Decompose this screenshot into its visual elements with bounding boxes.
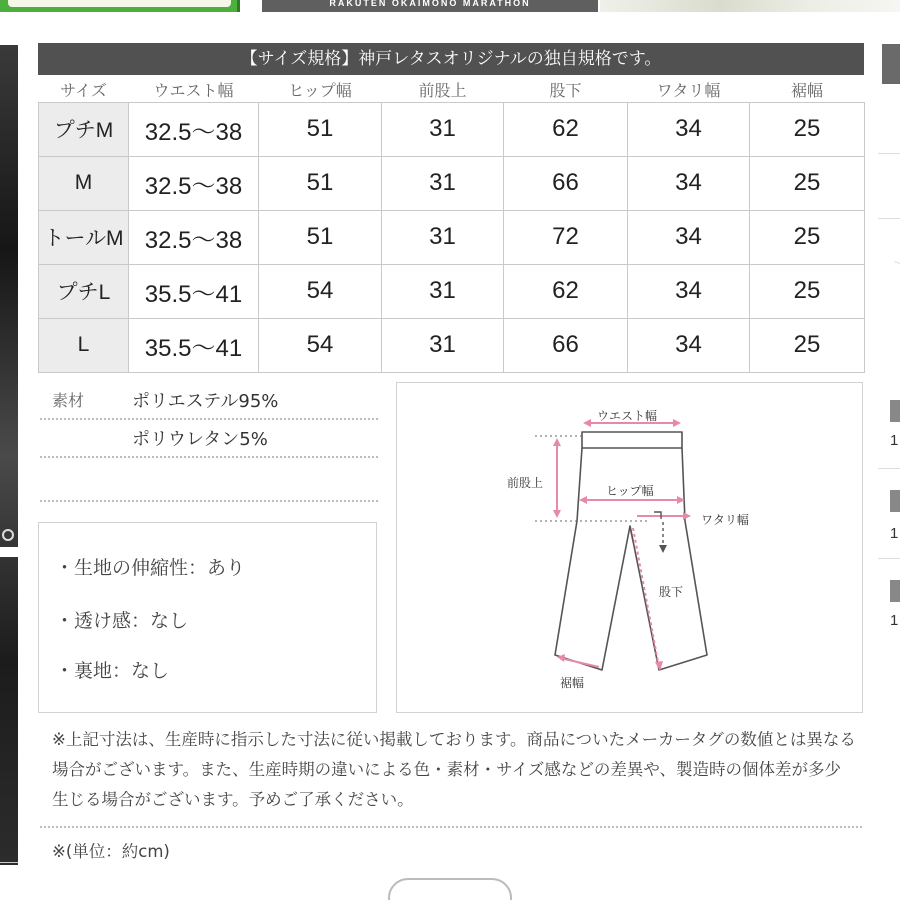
table-row bbox=[39, 210, 865, 264]
divider bbox=[878, 153, 900, 154]
size-table bbox=[38, 78, 865, 373]
diagram-label-inseam: 股下 bbox=[659, 585, 684, 599]
table-cell: 31 bbox=[382, 210, 504, 264]
table-cell: 34 bbox=[628, 156, 750, 210]
table-cell: 54 bbox=[259, 264, 382, 318]
table-cell: 34 bbox=[628, 318, 750, 372]
divider bbox=[894, 261, 900, 264]
material-value: ポリウレタン5% bbox=[132, 429, 268, 450]
right-panel-tag bbox=[890, 400, 900, 422]
right-panel-number: 1 bbox=[890, 525, 899, 542]
diagram-label-waist: ウエスト幅 bbox=[597, 409, 658, 423]
divider bbox=[878, 558, 900, 559]
right-panel-header bbox=[882, 44, 900, 84]
divider bbox=[878, 218, 900, 219]
size-name-cell: M bbox=[39, 156, 129, 210]
feature-sheerness: ・透け感：なし bbox=[55, 610, 189, 632]
diagram-label-thigh: ワタリ幅 bbox=[701, 513, 749, 527]
table-cell: 54 bbox=[259, 318, 382, 372]
table-row bbox=[39, 264, 865, 318]
table-cell: 72 bbox=[504, 210, 628, 264]
measurement-diagram bbox=[396, 382, 863, 713]
table-cell: 31 bbox=[382, 102, 504, 156]
material-label: 素材 bbox=[52, 391, 85, 410]
right-side-panel bbox=[878, 40, 900, 660]
table-cell: 32.5～38 bbox=[129, 156, 259, 210]
table-header-row bbox=[39, 78, 865, 102]
top-banner-text: RAKUTEN OKAIMONO MARATHON bbox=[329, 0, 531, 8]
measurement-note: ※上記寸法は、生産時に指示した寸法に従い掲載しております。商品についたメーカータグの数値とは異なる場合がございます。また、生産時期の違いによる色・素材・サイズ感などの差異や、製造時の個体差が多少生じる場合がございます。予めご了承ください。 bbox=[52, 730, 856, 809]
column-header-inseam: 股下 bbox=[549, 81, 582, 101]
pants-diagram bbox=[397, 383, 864, 714]
column-header-size: サイズ bbox=[60, 81, 107, 101]
inseam-measure-line bbox=[633, 528, 659, 667]
hem-measure-line bbox=[560, 658, 599, 667]
size-spec-title: 【サイズ規格】神戸レタスオリジナルの独自規格です。 bbox=[38, 43, 864, 75]
material-row bbox=[40, 420, 378, 458]
table-cell: 34 bbox=[628, 264, 750, 318]
size-name-cell: プチM bbox=[39, 102, 129, 156]
diagram-label-hem: 裾幅 bbox=[560, 676, 585, 690]
table-cell: 35.5～41 bbox=[129, 318, 259, 372]
feature-stretch: ・生地の伸縮性：あり bbox=[55, 557, 246, 579]
right-panel-tag bbox=[890, 580, 900, 602]
column-header-thigh: ワタリ幅 bbox=[656, 81, 721, 101]
column-header-hip: ヒップ幅 bbox=[288, 81, 352, 101]
material-row bbox=[40, 382, 378, 420]
table-row bbox=[39, 318, 865, 372]
unit-note: ※(単位：約cm) bbox=[52, 842, 170, 861]
size-name-cell: L bbox=[39, 318, 129, 372]
fabric-features-box bbox=[38, 522, 377, 713]
table-cell: 25 bbox=[750, 318, 865, 372]
top-banner-marathon bbox=[262, 0, 598, 12]
table-cell: 62 bbox=[504, 264, 628, 318]
table-cell: 66 bbox=[504, 318, 628, 372]
table-row bbox=[39, 102, 865, 156]
divider bbox=[40, 826, 862, 828]
table-cell: 34 bbox=[628, 102, 750, 156]
bottom-button-partial[interactable] bbox=[388, 878, 512, 900]
waistband-shape bbox=[582, 432, 682, 448]
table-cell: 66 bbox=[504, 156, 628, 210]
table-cell: 35.5～41 bbox=[129, 264, 259, 318]
table-cell: 31 bbox=[382, 156, 504, 210]
material-row-empty bbox=[40, 464, 378, 502]
table-cell: 31 bbox=[382, 318, 504, 372]
table-cell: 31 bbox=[382, 264, 504, 318]
size-name-cell: プチL bbox=[39, 264, 129, 318]
top-banner-green bbox=[0, 0, 240, 12]
divider bbox=[878, 468, 900, 469]
table-row bbox=[39, 156, 865, 210]
table-cell: 25 bbox=[750, 210, 865, 264]
divider bbox=[0, 862, 18, 863]
circle-icon bbox=[2, 529, 14, 541]
column-header-hem: 裾幅 bbox=[790, 81, 823, 101]
material-value: ポリエステル95% bbox=[132, 391, 279, 412]
table-cell: 51 bbox=[259, 102, 382, 156]
table-cell: 32.5～38 bbox=[129, 102, 259, 156]
table-cell: 25 bbox=[750, 102, 865, 156]
diagram-label-front-rise: 前股上 bbox=[507, 476, 544, 490]
table-cell: 51 bbox=[259, 210, 382, 264]
column-header-front-rise: 前股上 bbox=[418, 81, 467, 101]
column-header-waist: ウエスト幅 bbox=[153, 81, 234, 101]
table-cell: 34 bbox=[628, 210, 750, 264]
left-product-photo bbox=[0, 45, 18, 865]
feature-lining: ・裏地：なし bbox=[55, 660, 170, 682]
right-panel-tag bbox=[890, 490, 900, 512]
top-banner-photo bbox=[600, 0, 900, 12]
right-panel-number: 1 bbox=[890, 612, 899, 629]
right-panel-number: 1 bbox=[890, 432, 899, 449]
table-cell: 25 bbox=[750, 156, 865, 210]
diagram-label-hip: ヒップ幅 bbox=[606, 484, 654, 498]
table-cell: 51 bbox=[259, 156, 382, 210]
table-cell: 32.5～38 bbox=[129, 210, 259, 264]
table-cell: 25 bbox=[750, 264, 865, 318]
size-name-cell: トールM bbox=[39, 210, 129, 264]
table-cell: 62 bbox=[504, 102, 628, 156]
